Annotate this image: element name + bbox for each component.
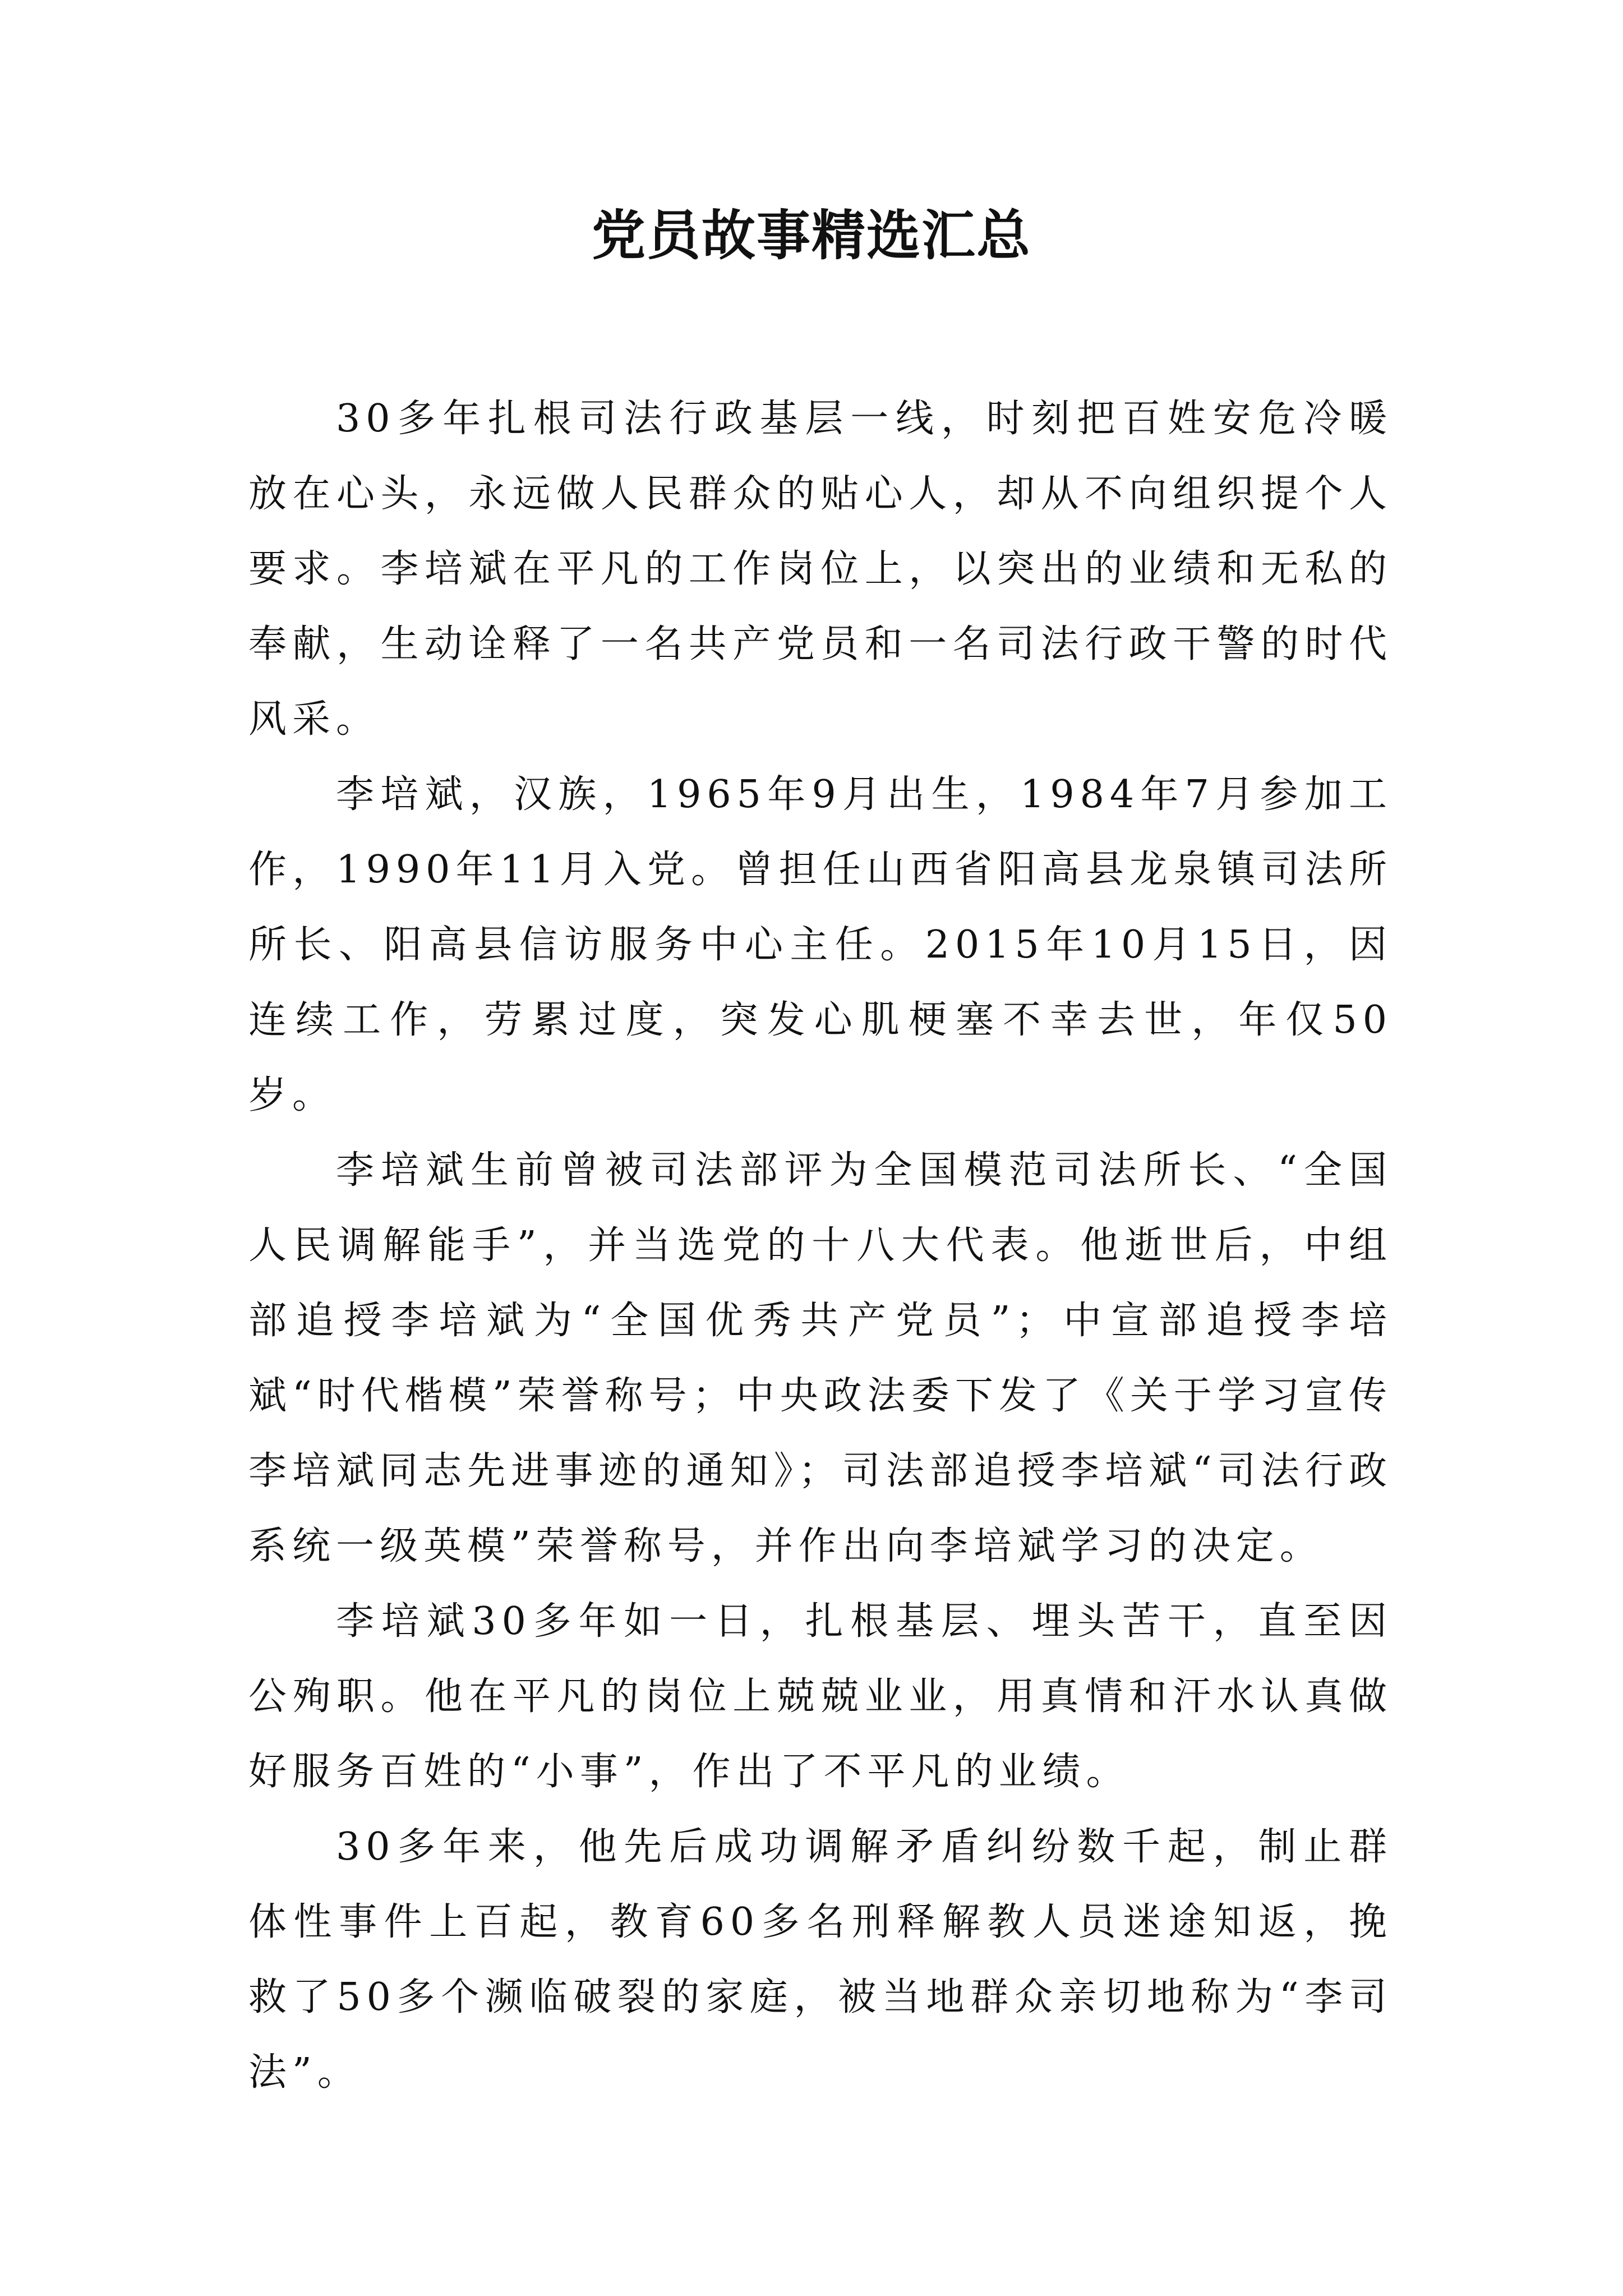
paragraph-3: 李培斌生前曾被司法部评为全国模范司法所长、“全国人民调解能手”，并当选党的十八大代表。他逝世后，中组部追授李培斌为“全国优秀共产党员”；中宣部追授李培斌“时代楷模”荣誉称号；中央政法委下发了《关于学习宣传李培斌同志先进事迹的通知》；司法部追授李培斌“司法行政系统一级英模”荣誉称号，并作出向李培斌学习的决定。 bbox=[248, 1148, 1393, 1568]
paragraph-1: 30多年扎根司法行政基层一线，时刻把百姓安危冷暖放在心头，永远做人民群众的贴心人，却从不向组织提个人要求。李培斌在平凡的工作岗位上，以突出的业绩和无私的奉献，生动诠释了一名共产党员和一名司法行政干警的时代风采。 bbox=[248, 397, 1393, 742]
document-title: 党员故事精选汇总 bbox=[592, 204, 1031, 267]
document-body bbox=[248, 381, 1393, 2110]
paragraph-4: 李培斌30多年如一日，扎根基层、埋头苦干，直至因公殉职。他在平凡的岗位上兢兢业业，用真情和汗水认真做好服务百姓的“小事”，作出了不平凡的业绩。 bbox=[248, 1599, 1393, 1794]
paragraph-5: 30多年来，他先后成功调解矛盾纠纷数千起，制止群体性事件上百起，教育60多名刑释解教人员迷途知返，挽救了50多个濒临破裂的家庭，被当地群众亲切地称为“李司法”。 bbox=[248, 1825, 1393, 2095]
paragraph-2: 李培斌，汉族，1965年9月出生，1984年7月参加工作，1990年11月入党。曾担任山西省阳高县龙泉镇司法所所长、阳高县信访服务中心主任。2015年10月15日，因连续工作，劳累过度，突发心肌梗塞不幸去世，年仅50岁。 bbox=[248, 772, 1393, 1117]
